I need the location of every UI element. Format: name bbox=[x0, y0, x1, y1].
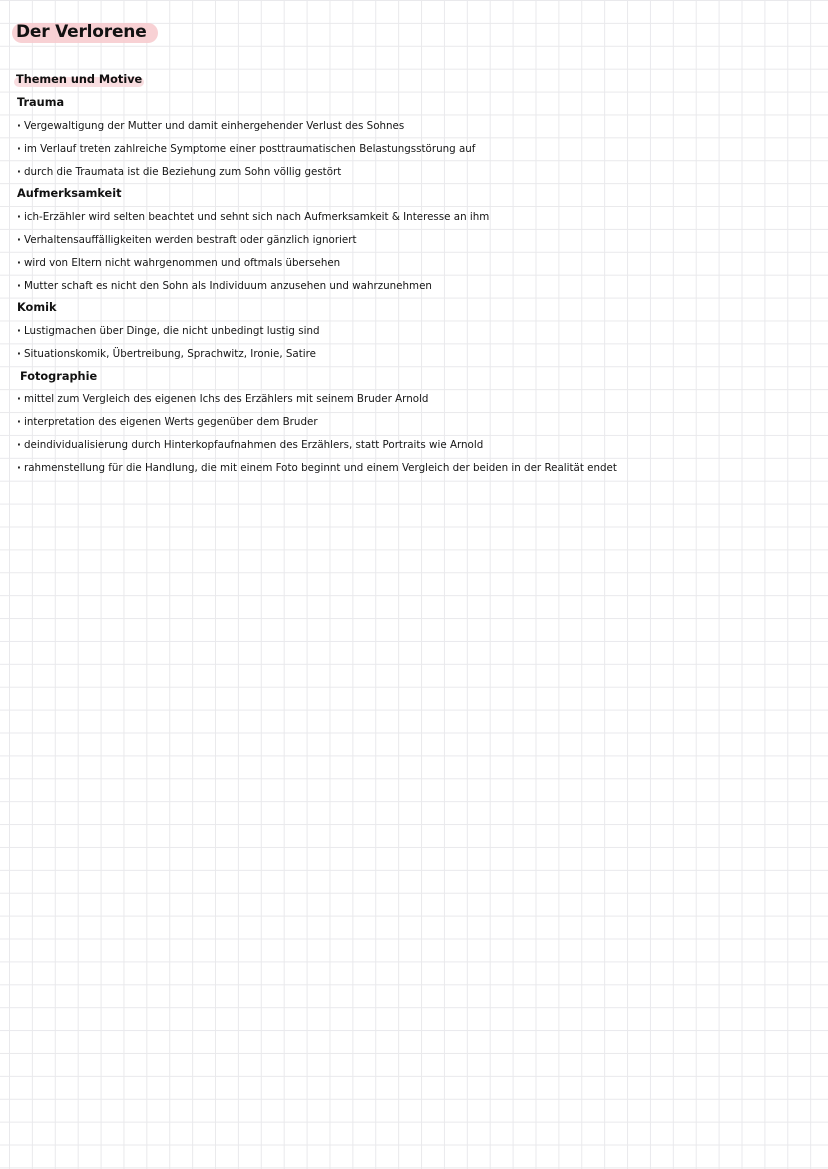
list-item: · Mutter schaft es nicht den Sohn als Individuum anzusehen und wahrzunehmen bbox=[17, 280, 432, 292]
list-item: · im Verlauf treten zahlreiche Symptome einer posttraumatischen Belastungsstörung auf bbox=[17, 143, 476, 155]
section-heading-aufmerksamkeit: Aufmerksamkeit bbox=[17, 187, 122, 200]
list-item: · Vergewaltigung der Mutter und damit einhergehender Verlust des Sohnes bbox=[17, 120, 405, 132]
page-title-block bbox=[16, 21, 147, 43]
list-item: · interpretation des eigenen Werts gegenüber dem Bruder bbox=[17, 416, 318, 428]
list-item: · Verhaltensauffälligkeiten werden bestraft oder gänzlich ignoriert bbox=[17, 234, 357, 246]
list-item: · Lustigmachen über Dinge, die nicht unbedingt lustig sind bbox=[17, 325, 320, 337]
list-item: · deindividualisierung durch Hinterkopfaufnahmen des Erzählers, statt Portraits wie Arnold bbox=[17, 439, 484, 451]
list-item: · wird von Eltern nicht wahrgenommen und oftmals übersehen bbox=[17, 257, 341, 269]
list-item: · ich-Erzähler wird selten beachtet und sehnt sich nach Aufmerksamkeit & Interesse an ihm bbox=[17, 211, 490, 223]
list-item: · mittel zum Vergleich des eigenen Ichs des Erzählers mit seinem Bruder Arnold bbox=[17, 393, 429, 405]
list-item: · durch die Traumata ist die Beziehung zum Sohn völlig gestört bbox=[17, 166, 342, 178]
list-item: · rahmenstellung für die Handlung, die mit einem Foto beginnt und einem Vergleich der beiden in der Realität endet bbox=[17, 462, 617, 474]
section-heading-komik: Komik bbox=[17, 301, 57, 314]
themes-heading: Themen und Motive bbox=[16, 73, 143, 86]
section-heading-fotographie: Fotographie bbox=[20, 370, 98, 383]
list-item: · Situationskomik, Übertreibung, Sprachwitz, Ironie, Satire bbox=[17, 348, 316, 360]
section-heading-trauma: Trauma bbox=[17, 96, 65, 109]
page-title: Der Verlorene bbox=[16, 22, 147, 42]
